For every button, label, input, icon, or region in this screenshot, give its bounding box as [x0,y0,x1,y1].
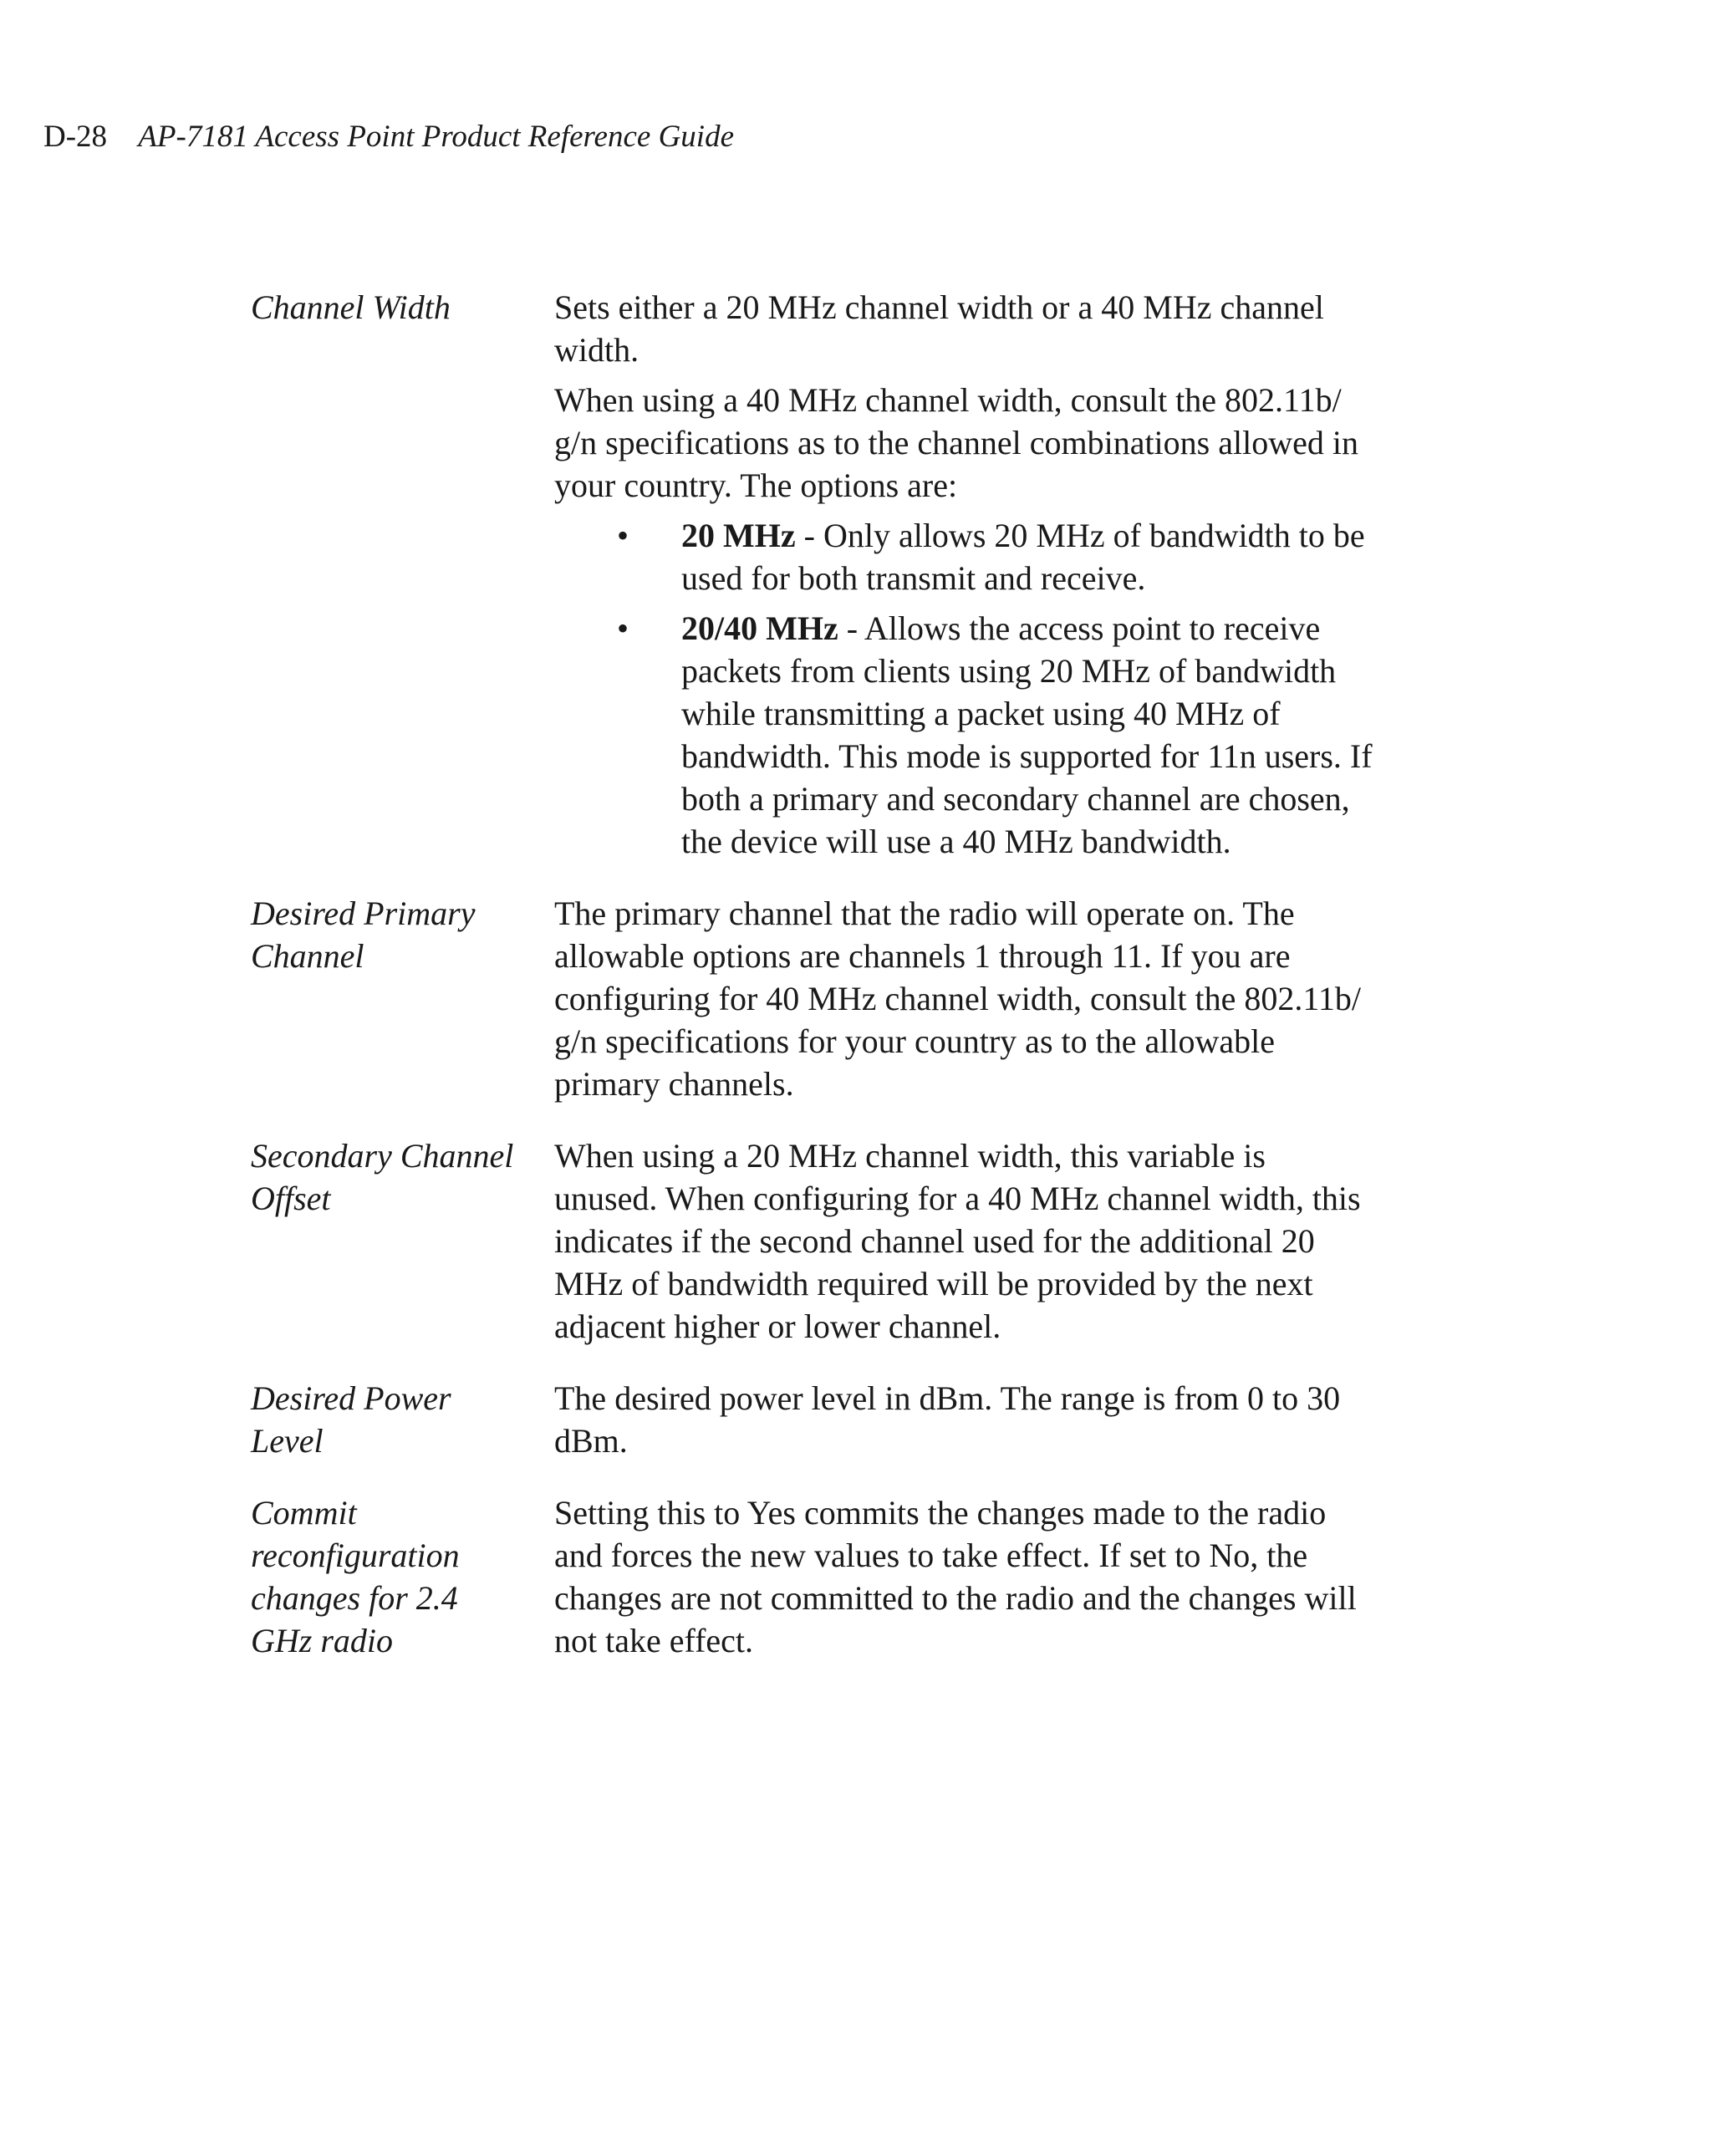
options-list [554,514,1407,863]
bullet-text [681,607,1407,863]
definition-table [251,286,1421,1691]
description-paragraph: When using a 40 MHz channel width, consult the 802.11b/ g/n specifications as to the channel combinations allowed in your country. The options are: [554,381,1358,504]
description-paragraph: The desired power level in dBm. The range is from 0 to 30 dBm. [554,1379,1341,1460]
page-number: D-28 [43,120,108,154]
list-item [554,607,1407,863]
definition-row-commit-reconfiguration [251,1491,1421,1669]
definition-row-secondary-channel-offset [251,1134,1421,1355]
description-paragraph: When using a 20 MHz channel width, this variable is unused. When configuring for a 40 MHz channel width, this indicates if the second channel used for the additional 20 MHz of bandwidth required will be provided by the next adjacent higher or lower channel. [554,1137,1361,1345]
definition-term: Commit reconfiguration changes for 2.4 GHz radio [251,1494,460,1659]
definition-row-channel-width [251,286,1421,870]
definition-term: Desired Primary Channel [251,895,476,975]
definition-row-desired-primary-channel [251,892,1421,1113]
description-paragraph: Sets either a 20 MHz channel width or a 40 MHz channel width. [554,288,1324,369]
bullet-description: - Only allows 20 MHz of bandwidth to be used for both transmit and receive. [681,517,1365,597]
definition-row-desired-power-level [251,1377,1421,1470]
bullet-icon: • [617,609,629,647]
bullet-icon: • [617,517,629,554]
description-paragraph: The primary channel that the radio will operate on. The allowable options are channels 1 through 11. If you are configuring for 40 MHz channel width, consult the 802.11b/ g/n specifications for your country as to the allowable primary channels. [554,895,1361,1103]
definition-term: Desired Power Level [251,1379,451,1460]
list-item [554,514,1407,599]
definition-description [554,1491,1407,1669]
definition-description [554,286,1407,870]
page-header [43,117,734,157]
description-paragraph: Setting this to Yes commits the changes made to the radio and forces the new values to take effect. If set to No, the changes are not committed to the radio and the changes will not take effect. [554,1494,1357,1659]
guide-title: AP-7181 Access Point Product Reference Guide [138,120,734,154]
definition-term: Channel Width [251,288,451,326]
definition-description [554,1377,1407,1470]
definition-term: Secondary Channel Offset [251,1137,514,1217]
bullet-term: 20/40 MHz [681,609,838,647]
bullet-description: - Allows the access point to receive packets from clients using 20 MHz of bandwidth while transmitting a packet using 40 MHz of bandwidth. This mode is supported for 11n users. If both a primary and secondary channel are chosen, the device will use a 40 MHz bandwidth. [681,609,1373,860]
definition-description [554,1134,1407,1355]
definition-description [554,892,1407,1113]
bullet-text [681,514,1407,599]
bullet-term: 20 MHz [681,517,796,554]
